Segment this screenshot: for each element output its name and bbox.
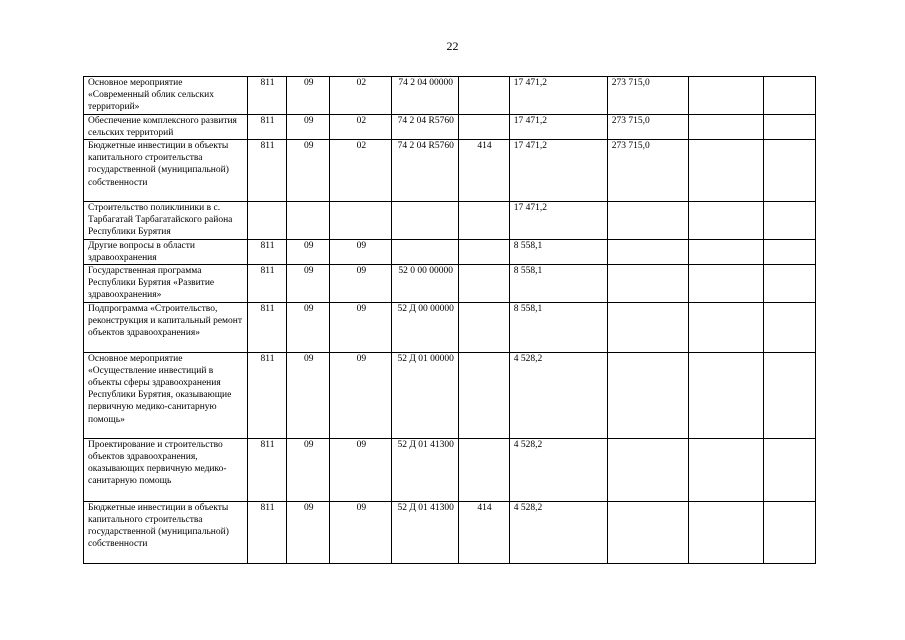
cell-grbs: 811 [247,302,286,352]
table-row [84,202,816,240]
table-row [84,114,816,139]
cell-subsection: 09 [330,438,392,501]
cell-sum3 [689,77,764,115]
cell-name: Основное мероприятие «Осуществление инвестиций в объекты сферы здравоохранения Республики Бурятия, оказывающие первичную медико-санитарную помощь» [84,352,248,438]
cell-section: 09 [287,438,330,501]
cell-sum3 [689,202,764,240]
cell-sum1: 17 471,2 [509,114,607,139]
cell-target: 52 Д 01 00000 [392,352,459,438]
cell-sum1: 4 528,2 [509,438,607,501]
cell-section [287,202,330,240]
cell-target: 52 Д 01 41300 [392,501,459,563]
cell-section: 09 [287,77,330,115]
cell-subsection: 02 [330,77,392,115]
table-row [84,239,816,264]
cell-sum4 [764,302,816,352]
cell-section: 09 [287,114,330,139]
cell-vr [459,302,510,352]
cell-sum1: 8 558,1 [509,265,607,303]
table-row [84,302,816,352]
cell-sum3 [689,239,764,264]
cell-sum1: 17 471,2 [509,202,607,240]
cell-subsection: 09 [330,352,392,438]
cell-target: 52 0 00 00000 [392,265,459,303]
cell-target: 74 2 04 R5760 [392,114,459,139]
table-row [84,438,816,501]
cell-subsection: 02 [330,114,392,139]
cell-sum2 [607,352,688,438]
cell-sum2 [607,501,688,563]
cell-section: 09 [287,265,330,303]
cell-sum2 [607,202,688,240]
cell-name: Бюджетные инвестиции в объекты капитального строительства государственной (муниципальной) собственности [84,501,248,563]
cell-sum4 [764,501,816,563]
cell-sum3 [689,265,764,303]
cell-grbs: 811 [247,114,286,139]
cell-grbs: 811 [247,352,286,438]
cell-sum4 [764,77,816,115]
cell-section: 09 [287,239,330,264]
cell-sum2: 273 715,0 [607,77,688,115]
cell-section: 09 [287,302,330,352]
cell-name: Основное мероприятие «Современный облик сельских территорий» [84,77,248,115]
cell-sum1: 4 528,2 [509,352,607,438]
cell-sum2: 273 715,0 [607,114,688,139]
cell-target: 52 Д 01 41300 [392,438,459,501]
cell-target: 74 2 04 00000 [392,77,459,115]
cell-sum1: 17 471,2 [509,77,607,115]
cell-sum1: 4 528,2 [509,501,607,563]
cell-name: Государственная программа Республики Бурятия «Развитие здравоохранения» [84,265,248,303]
cell-grbs: 811 [247,438,286,501]
cell-sum3 [689,114,764,139]
cell-vr: 414 [459,501,510,563]
cell-subsection: 09 [330,302,392,352]
cell-grbs: 811 [247,239,286,264]
cell-sum3 [689,352,764,438]
cell-vr [459,438,510,501]
cell-section: 09 [287,501,330,563]
cell-subsection: 09 [330,239,392,264]
table-row [84,501,816,563]
cell-target [392,239,459,264]
cell-grbs [247,202,286,240]
cell-name: Проектирование и строительство объектов здравоохранения, оказывающих первичную медико-санитарную помощь [84,438,248,501]
cell-sum4 [764,114,816,139]
cell-grbs: 811 [247,501,286,563]
cell-sum4 [764,239,816,264]
cell-sum4 [764,140,816,202]
cell-name: Другие вопросы в области здравоохранения [84,239,248,264]
cell-subsection [330,202,392,240]
cell-sum1: 17 471,2 [509,140,607,202]
cell-sum3 [689,140,764,202]
cell-sum4 [764,438,816,501]
cell-vr [459,77,510,115]
cell-subsection: 02 [330,140,392,202]
cell-sum2 [607,239,688,264]
cell-vr [459,202,510,240]
cell-sum2 [607,438,688,501]
cell-sum1: 8 558,1 [509,239,607,264]
cell-name: Обеспечение комплексного развития сельских территорий [84,114,248,139]
cell-target: 52 Д 00 00000 [392,302,459,352]
table-row [84,140,816,202]
table-row [84,265,816,303]
cell-sum2 [607,302,688,352]
cell-section: 09 [287,140,330,202]
cell-vr [459,114,510,139]
cell-section: 09 [287,352,330,438]
cell-vr [459,239,510,264]
cell-name: Подпрограмма «Строительство, реконструкция и капитальный ремонт объектов здравоохранения» [84,302,248,352]
table-row [84,77,816,115]
budget-table [83,76,816,564]
cell-sum4 [764,352,816,438]
cell-name: Строительство поликлиники в с. Тарбагатай Тарбагатайского района Республики Бурятия [84,202,248,240]
cell-grbs: 811 [247,77,286,115]
cell-sum2: 273 715,0 [607,140,688,202]
table-row [84,352,816,438]
cell-name: Бюджетные инвестиции в объекты капитального строительства государственной (муниципальной) собственности [84,140,248,202]
cell-sum2 [607,265,688,303]
cell-sum4 [764,202,816,240]
cell-sum4 [764,265,816,303]
cell-target: 74 2 04 R5760 [392,140,459,202]
cell-sum1: 8 558,1 [509,302,607,352]
cell-target [392,202,459,240]
cell-sum3 [689,438,764,501]
cell-grbs: 811 [247,140,286,202]
page-number: 22 [446,39,459,53]
cell-subsection: 09 [330,501,392,563]
cell-vr [459,265,510,303]
cell-sum3 [689,302,764,352]
cell-vr [459,352,510,438]
table-body [84,77,816,564]
cell-grbs: 811 [247,265,286,303]
cell-subsection: 09 [330,265,392,303]
cell-sum3 [689,501,764,563]
cell-vr: 414 [459,140,510,202]
